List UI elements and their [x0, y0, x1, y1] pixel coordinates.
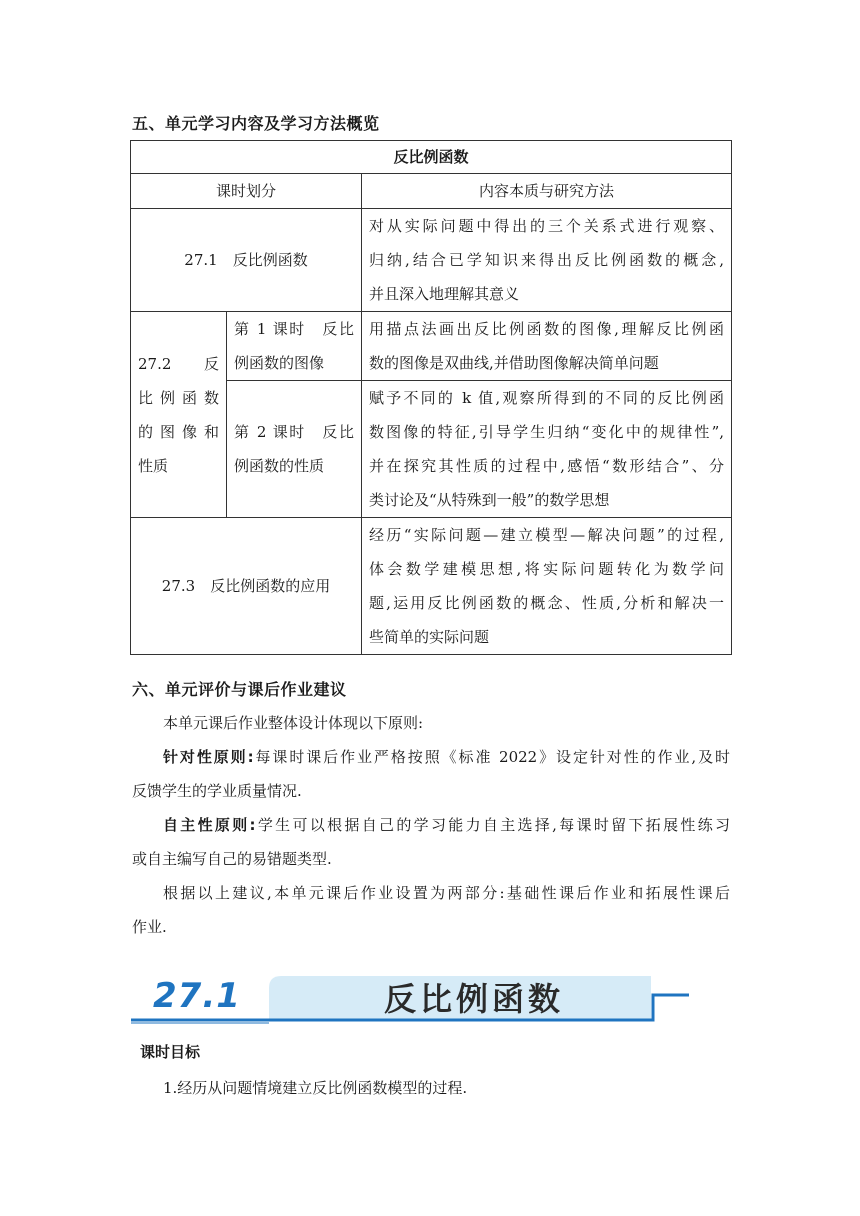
- principle-autonomy: [132, 808, 730, 876]
- paragraph-line: [132, 808, 730, 842]
- paragraph-line: 反馈学生的学业质量情况.: [132, 782, 302, 800]
- paragraph-text: 每课时课后作业严格按照《标准 2022》设定针对性的作业,及时: [253, 748, 730, 766]
- objective-item: 1.经历从问题情境建立反比例函数模型的过程.: [163, 1079, 468, 1097]
- label-line: 性质: [138, 456, 169, 475]
- table-title: 反比例函数: [131, 141, 732, 174]
- content-line: 归纳,结合已学知识来得出反比例函数的概念,: [369, 251, 725, 269]
- paragraph-line: 或自主编写自己的易错题类型.: [132, 850, 332, 868]
- content-line: 题,运用反比例函数的概念、性质,分析和解决一: [369, 594, 725, 612]
- row-label-27-3: 27.3 反比例函数的应用: [131, 518, 362, 655]
- chapter-banner: [129, 968, 691, 1026]
- row-content-27-1: [362, 209, 732, 312]
- label-line: 例函数的图像: [234, 354, 325, 372]
- row-content-lesson-1: [362, 312, 732, 381]
- paragraph-line: 作业.: [132, 918, 167, 936]
- content-line: 赋予不同的 k 值,观察所得到的不同的反比例函: [369, 389, 725, 407]
- label-line: 27.2 反: [138, 354, 219, 373]
- table-row: [131, 209, 732, 312]
- label-line: 比 例 函 数: [138, 388, 219, 407]
- content-line: 数的图像是双曲线,并借助图像解决简单问题: [369, 354, 659, 372]
- content-line: 并在探究其性质的过程中,感悟“数形结合”、分: [369, 457, 725, 475]
- label-line: 的 图 像 和: [138, 422, 219, 441]
- label-line: 例函数的性质: [234, 457, 325, 475]
- sub-label-lesson-2: [227, 381, 362, 518]
- content-line: 用描点法画出反比例函数的图像,理解反比例函: [369, 320, 725, 338]
- chapter-number: 27.1: [153, 976, 241, 1016]
- table-row: [131, 312, 732, 381]
- label-line: 第 1 课时 反比: [234, 320, 354, 338]
- col-header-content: 内容本质与研究方法: [362, 174, 732, 209]
- content-line: 体会数学建模思想,将实际问题转化为数学问: [369, 560, 725, 578]
- objectives-heading: 课时目标: [140, 1043, 201, 1061]
- paragraph-line: 根据以上建议,本单元课后作业设置为两部分:基础性课后作业和拓展性课后: [163, 884, 730, 902]
- row-label-27-2: [131, 312, 227, 518]
- section-heading-6: 六、单元评价与课后作业建议: [132, 680, 347, 699]
- intro-paragraph: 本单元课后作业整体设计体现以下原则:: [163, 714, 424, 732]
- label-line: 第 2 课时 反比: [234, 423, 354, 441]
- section-heading-5: 五、单元学习内容及学习方法概览: [132, 114, 380, 133]
- col-header-division: 课时划分: [131, 174, 362, 209]
- paragraph-line: [132, 740, 730, 774]
- table-row: [131, 518, 732, 655]
- content-line: 数图像的特征,引导学生归纳“变化中的规律性”,: [369, 423, 725, 441]
- principle-lead: 自主性原则:: [163, 816, 256, 834]
- principle-lead: 针对性原则:: [163, 748, 254, 766]
- content-line: 类讨论及“从特殊到一般”的数学思想: [369, 491, 610, 509]
- row-content-27-3: [362, 518, 732, 655]
- row-label-27-1: 27.1 反比例函数: [131, 209, 362, 312]
- principle-targeted: [132, 740, 730, 808]
- paragraph-text: 学生可以根据自己的学习能力自主选择,每课时留下拓展性练习: [255, 816, 731, 834]
- summary-paragraph: [132, 876, 730, 944]
- chapter-title: 反比例函数: [384, 980, 565, 1018]
- row-content-lesson-2: [362, 381, 732, 518]
- sub-label-lesson-1: [227, 312, 362, 381]
- content-line: 些简单的实际问题: [369, 628, 490, 646]
- content-line: 并且深入地理解其意义: [369, 285, 520, 303]
- overview-table: [130, 140, 732, 655]
- content-line: 经历“实际问题—建立模型—解决问题”的过程,: [369, 526, 725, 544]
- content-line: 对从实际问题中得出的三个关系式进行观察、: [369, 217, 725, 235]
